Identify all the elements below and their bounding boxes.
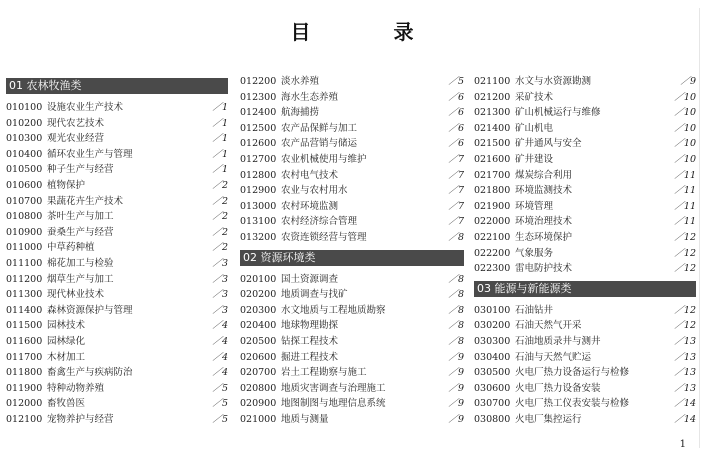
- toc-entry[interactable]: [6, 194, 228, 210]
- toc-column-1: [6, 74, 228, 427]
- entry-code: 011600: [6, 335, 43, 347]
- entry-title: 农村经济综合管理: [281, 216, 358, 228]
- toc-entry[interactable]: [474, 136, 696, 152]
- entry-page: ／3: [212, 304, 228, 316]
- entry-title: 采矿技术: [515, 91, 554, 103]
- entry-code: 021100: [474, 76, 511, 87]
- entry-title: 石油地质录井与测井: [515, 335, 601, 347]
- entry-page: ／4: [212, 367, 228, 379]
- entry-title: 宠物养护与经营: [47, 413, 114, 425]
- toc-entry[interactable]: [474, 183, 696, 199]
- entry-page: ／14: [674, 398, 696, 410]
- entry-title: 生态环境保护: [515, 231, 573, 243]
- entry-page: ／8: [448, 231, 464, 243]
- entry-code: 021000: [240, 413, 277, 425]
- entry-page: ／5: [212, 413, 228, 425]
- entry-code: 011300: [6, 289, 43, 301]
- entry-code: 030200: [474, 320, 511, 332]
- entry-title: 现代农艺技术: [47, 117, 105, 129]
- entry-code: 021900: [474, 200, 511, 212]
- entry-page: ／7: [448, 216, 464, 228]
- entry-code: 030600: [474, 382, 511, 394]
- page-title: 目 录: [290, 20, 452, 44]
- entry-page: ／11: [674, 216, 696, 228]
- entry-code: 020200: [240, 289, 277, 301]
- entry-page: ／2: [212, 242, 228, 254]
- toc-column-2: [240, 74, 464, 427]
- entry-code: 030400: [474, 351, 511, 363]
- entry-page: ／1: [212, 117, 228, 129]
- entry-title: 农村电气技术: [281, 169, 339, 181]
- toc-entry[interactable]: [240, 272, 464, 288]
- entry-title: 特种动物养殖: [47, 382, 105, 394]
- toc-entry[interactable]: [240, 121, 464, 137]
- toc-entry[interactable]: [474, 246, 696, 262]
- entry-title: 中草药种植: [47, 242, 95, 254]
- entry-title: 矿井通风与安全: [515, 138, 582, 150]
- entry-title: 海水生态养殖: [281, 91, 339, 103]
- entry-code: 011800: [6, 367, 43, 379]
- entry-code: 012100: [6, 413, 43, 425]
- entry-page: ／9: [448, 351, 464, 363]
- toc-entry[interactable]: [474, 121, 696, 137]
- entry-code: 020300: [240, 304, 277, 316]
- entry-page: ／1: [212, 102, 228, 113]
- entry-title: 钻探工程技术: [281, 335, 339, 347]
- entry-code: 011500: [6, 320, 43, 332]
- entry-code: 021600: [474, 153, 511, 165]
- entry-code: 011900: [6, 382, 43, 394]
- toc-entry[interactable]: [6, 147, 228, 163]
- entry-page: ／13: [674, 335, 696, 347]
- entry-page: ／3: [212, 273, 228, 285]
- entry-title: 蚕桑生产与经营: [47, 226, 114, 238]
- entry-page: ／4: [212, 320, 228, 332]
- toc-entry[interactable]: [6, 209, 228, 225]
- entry-code: 012300: [240, 91, 277, 103]
- entry-title: 农资连锁经营与管理: [281, 231, 367, 243]
- entry-code: 022200: [474, 247, 511, 259]
- toc-entry[interactable]: [474, 199, 696, 215]
- entry-title: 农村环境监测: [281, 200, 339, 212]
- entry-code: 011100: [6, 257, 43, 269]
- entry-code: 012200: [240, 76, 277, 87]
- toc-entry[interactable]: [474, 381, 696, 397]
- toc-entry[interactable]: [474, 365, 696, 381]
- entry-title: 火电厂热力设备运行与检修: [515, 367, 630, 379]
- toc-entry[interactable]: [6, 381, 228, 397]
- entry-code: 013100: [240, 216, 277, 228]
- entry-title: 农产品保鲜与加工: [281, 122, 358, 134]
- entry-title: 石油天然气开采: [515, 320, 582, 332]
- entry-title: 农产品营销与储运: [281, 138, 358, 150]
- entry-page: ／1: [212, 148, 228, 160]
- entry-page: ／5: [212, 398, 228, 410]
- entry-title: 园林绿化: [47, 335, 86, 347]
- entry-code: 012600: [240, 138, 277, 150]
- entry-code: 012000: [6, 398, 43, 410]
- entry-page: ／13: [674, 367, 696, 379]
- entry-title: 农业机械使用与维护: [281, 153, 367, 165]
- entry-code: 012800: [240, 169, 277, 181]
- toc-entry[interactable]: [6, 350, 228, 366]
- entry-page: ／9: [448, 413, 464, 425]
- entry-code: 013200: [240, 231, 277, 243]
- entry-title: 园林技术: [47, 320, 86, 332]
- entry-title: 掘进工程技术: [281, 351, 339, 363]
- toc-entry[interactable]: [474, 90, 696, 106]
- entry-page: ／8: [448, 320, 464, 332]
- entry-title: 火电厂热工仪表安装与检修: [515, 398, 630, 410]
- toc-entry[interactable]: [240, 74, 464, 90]
- section-header: 03 能源与新能源类: [474, 281, 696, 297]
- entry-title: 现代林业技术: [47, 289, 105, 301]
- toc-entry[interactable]: [474, 350, 696, 366]
- entry-code: 011700: [6, 351, 43, 363]
- toc-entry[interactable]: [6, 287, 228, 303]
- entry-code: 010500: [6, 164, 43, 176]
- entry-code: 021800: [474, 185, 511, 197]
- toc-entry[interactable]: [240, 230, 464, 246]
- entry-code: 010200: [6, 117, 43, 129]
- entry-title: 环境治理技术: [515, 216, 573, 228]
- entry-code: 010800: [6, 211, 43, 223]
- entry-title: 淡水养殖: [281, 76, 320, 87]
- entry-title: 水文地质与工程地质勘察: [281, 304, 386, 316]
- entry-title: 石油与天然气贮运: [515, 351, 592, 363]
- entry-code: 021300: [474, 107, 511, 119]
- entry-page: ／1: [212, 164, 228, 176]
- entry-code: 010300: [6, 133, 43, 145]
- entry-title: 农业与农村用水: [281, 185, 348, 197]
- toc-entry[interactable]: [6, 225, 228, 241]
- entry-page: ／4: [212, 335, 228, 347]
- entry-title: 棉花加工与检验: [47, 257, 114, 269]
- toc-column-3: [474, 74, 696, 427]
- entry-code: 020400: [240, 320, 277, 332]
- entry-code: 020600: [240, 351, 277, 363]
- toc-entry[interactable]: [474, 74, 696, 90]
- entry-page: ／11: [674, 200, 696, 212]
- toc-entry[interactable]: [6, 334, 228, 350]
- entry-title: 环境监测技术: [515, 185, 573, 197]
- entry-code: 021200: [474, 91, 511, 103]
- entry-title: 畜禽生产与疾病防治: [47, 367, 133, 379]
- entry-page: ／10: [674, 153, 696, 165]
- entry-code: 021500: [474, 138, 511, 150]
- entry-page: ／13: [674, 382, 696, 394]
- entry-page: ／2: [212, 195, 228, 207]
- entry-title: 地质调查与找矿: [281, 289, 348, 301]
- toc-entry[interactable]: [240, 381, 464, 397]
- entry-page: ／6: [448, 138, 464, 150]
- entry-title: 石油钻井: [515, 304, 554, 316]
- entry-title: 矿山机电: [515, 122, 554, 134]
- entry-code: 010100: [6, 102, 43, 113]
- entry-title: 木材加工: [47, 351, 86, 363]
- toc-entry[interactable]: [240, 287, 464, 303]
- entry-page: ／8: [448, 273, 464, 285]
- entry-page: ／10: [674, 138, 696, 150]
- toc-entry[interactable]: [474, 261, 696, 277]
- entry-code: 022300: [474, 263, 511, 275]
- entry-code: 020700: [240, 367, 277, 379]
- toc-entry[interactable]: [240, 396, 464, 412]
- toc-entry[interactable]: [6, 256, 228, 272]
- entry-page: ／5: [448, 76, 464, 87]
- toc-entry[interactable]: [474, 396, 696, 412]
- toc-entry[interactable]: [240, 168, 464, 184]
- entry-title: 种子生产与经营: [47, 164, 114, 176]
- entry-page: ／14: [674, 413, 696, 425]
- toc-entry[interactable]: [240, 303, 464, 319]
- entry-code: 010900: [6, 226, 43, 238]
- entry-title: 岩土工程勘察与施工: [281, 367, 367, 379]
- entry-title: 设施农业生产技术: [47, 102, 124, 113]
- entry-code: 020800: [240, 382, 277, 394]
- entry-code: 022100: [474, 231, 511, 243]
- entry-title: 地质灾害调查与治理施工: [281, 382, 386, 394]
- page-edge-divider: [699, 8, 700, 448]
- entry-page: ／8: [448, 304, 464, 316]
- entry-code: 030500: [474, 367, 511, 379]
- entry-code: 020100: [240, 273, 277, 285]
- toc-entry[interactable]: [474, 412, 696, 428]
- entry-title: 茶叶生产与加工: [47, 211, 114, 223]
- toc-entry[interactable]: [240, 318, 464, 334]
- entry-title: 雷电防护技术: [515, 263, 573, 275]
- entry-code: 011000: [6, 242, 43, 254]
- toc-entry[interactable]: [240, 350, 464, 366]
- toc-entry[interactable]: [240, 105, 464, 121]
- toc-entry[interactable]: [240, 412, 464, 428]
- entry-code: 021400: [474, 122, 511, 134]
- entry-title: 矿井建设: [515, 153, 554, 165]
- entry-page: ／6: [448, 122, 464, 134]
- section-header: 02 资源环境类: [240, 250, 464, 266]
- entry-page: ／8: [448, 335, 464, 347]
- page-number: 1: [679, 439, 686, 450]
- entry-page: ／2: [212, 226, 228, 238]
- entry-page: ／12: [674, 231, 696, 243]
- entry-title: 循环农业生产与管理: [47, 148, 133, 160]
- entry-code: 012700: [240, 153, 277, 165]
- toc-entry[interactable]: [6, 162, 228, 178]
- toc-entry[interactable]: [6, 303, 228, 319]
- entry-code: 010600: [6, 179, 43, 191]
- toc-entry[interactable]: [240, 214, 464, 230]
- entry-title: 水文与水资源勘测: [515, 76, 592, 87]
- entry-page: ／9: [448, 367, 464, 379]
- entry-page: ／1: [212, 133, 228, 145]
- entry-code: 030700: [474, 398, 511, 410]
- entry-code: 022000: [474, 216, 511, 228]
- toc-entry[interactable]: [6, 365, 228, 381]
- entry-code: 020500: [240, 335, 277, 347]
- entry-title: 煤炭综合利用: [515, 169, 573, 181]
- toc-entry[interactable]: [6, 100, 228, 116]
- entry-page: ／5: [212, 382, 228, 394]
- entry-title: 地图制图与地理信息系统: [281, 398, 386, 410]
- toc-entry[interactable]: [474, 105, 696, 121]
- entry-code: 012500: [240, 122, 277, 134]
- toc-entry[interactable]: [474, 334, 696, 350]
- toc-entry[interactable]: [474, 152, 696, 168]
- toc-entry[interactable]: [474, 168, 696, 184]
- toc-entry[interactable]: [240, 136, 464, 152]
- entry-title: 观光农业经营: [47, 133, 105, 145]
- toc-entry[interactable]: [6, 318, 228, 334]
- entry-code: 013000: [240, 200, 277, 212]
- entry-page: ／2: [212, 211, 228, 223]
- section-header: 01 农林牧渔类: [6, 78, 228, 94]
- toc-entry[interactable]: [474, 230, 696, 246]
- toc-entry[interactable]: [240, 152, 464, 168]
- entry-code: 011400: [6, 304, 43, 316]
- entry-title: 畜牧兽医: [47, 398, 86, 410]
- entry-title: 地球物理勘探: [281, 320, 339, 332]
- entry-title: 环境管理: [515, 200, 554, 212]
- entry-page: ／11: [674, 185, 696, 197]
- entry-page: ／12: [674, 320, 696, 332]
- entry-page: ／13: [674, 351, 696, 363]
- toc-entry[interactable]: [6, 240, 228, 256]
- entry-page: ／4: [212, 351, 228, 363]
- entry-page: ／9: [680, 76, 696, 87]
- entry-code: 012400: [240, 107, 277, 119]
- toc-entry[interactable]: [240, 199, 464, 215]
- toc-entry[interactable]: [6, 396, 228, 412]
- toc-entry[interactable]: [474, 303, 696, 319]
- entry-code: 010400: [6, 148, 43, 160]
- entry-page: ／6: [448, 91, 464, 103]
- entry-title: 气象服务: [515, 247, 554, 259]
- entry-title: 矿山机械运行与维修: [515, 107, 601, 119]
- toc-entry[interactable]: [240, 334, 464, 350]
- entry-page: ／10: [674, 91, 696, 103]
- entry-page: ／12: [674, 247, 696, 259]
- entry-page: ／3: [212, 257, 228, 269]
- toc-entry[interactable]: [240, 90, 464, 106]
- toc-entry[interactable]: [240, 365, 464, 381]
- entry-page: ／7: [448, 169, 464, 181]
- entry-page: ／6: [448, 107, 464, 119]
- entry-code: 021700: [474, 169, 511, 181]
- entry-title: 果蔬花卉生产技术: [47, 195, 124, 207]
- entry-code: 030800: [474, 413, 511, 425]
- entry-page: ／2: [212, 179, 228, 191]
- entry-code: 030300: [474, 335, 511, 347]
- toc-entry[interactable]: [6, 116, 228, 132]
- entry-page: ／8: [448, 289, 464, 301]
- entry-page: ／10: [674, 107, 696, 119]
- entry-code: 011200: [6, 273, 43, 285]
- entry-page: ／9: [448, 382, 464, 394]
- toc-entry[interactable]: [6, 412, 228, 428]
- toc-entry[interactable]: [474, 318, 696, 334]
- entry-page: ／12: [674, 263, 696, 275]
- entry-code: 012900: [240, 185, 277, 197]
- entry-title: 地质与测量: [281, 413, 329, 425]
- entry-code: 010700: [6, 195, 43, 207]
- entry-title: 植物保护: [47, 179, 86, 191]
- toc-entry[interactable]: [6, 178, 228, 194]
- toc-entry[interactable]: [6, 131, 228, 147]
- entry-page: ／7: [448, 200, 464, 212]
- entry-page: ／10: [674, 122, 696, 134]
- entry-title: 烟草生产与加工: [47, 273, 114, 285]
- entry-page: ／7: [448, 153, 464, 165]
- entry-page: ／11: [674, 169, 696, 181]
- entry-title: 航海捕捞: [281, 107, 320, 119]
- entry-page: ／3: [212, 289, 228, 301]
- entry-page: ／9: [448, 398, 464, 410]
- entry-title: 森林资源保护与管理: [47, 304, 133, 316]
- toc-entry[interactable]: [240, 183, 464, 199]
- entry-title: 火电厂热力设备安装: [515, 382, 601, 394]
- entry-page: ／7: [448, 185, 464, 197]
- entry-code: 020900: [240, 398, 277, 410]
- toc-entry[interactable]: [6, 272, 228, 288]
- entry-title: 国土资源调查: [281, 273, 339, 285]
- entry-page: ／12: [674, 304, 696, 316]
- toc-entry[interactable]: [474, 214, 696, 230]
- entry-title: 火电厂集控运行: [515, 413, 582, 425]
- entry-code: 030100: [474, 304, 511, 316]
